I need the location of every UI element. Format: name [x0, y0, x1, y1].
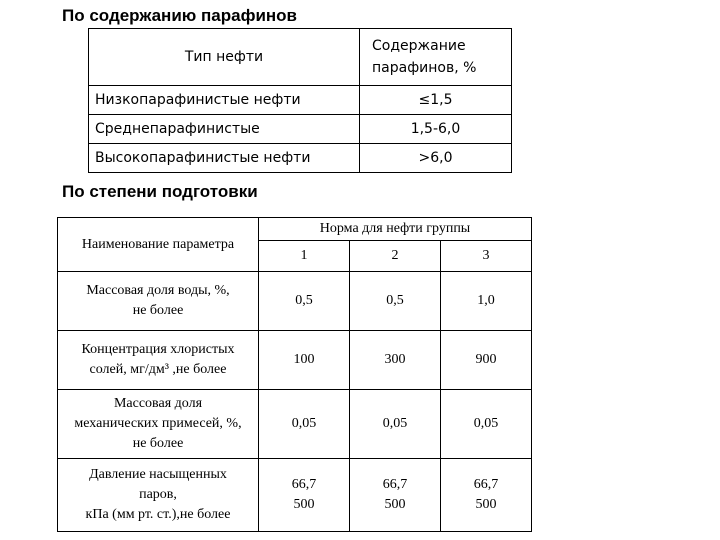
table-row — [58, 459, 532, 532]
value-cell: 900 — [441, 331, 532, 390]
value-cell: 0,05 — [259, 390, 350, 459]
paraffin-table — [88, 28, 512, 173]
header-paraffin-content — [360, 29, 512, 86]
table-row — [58, 390, 532, 459]
parameter-cell — [58, 459, 259, 532]
header-group-3: 3 — [441, 241, 532, 272]
value-cell: 100 — [259, 331, 350, 390]
value-line: 66,7 — [473, 477, 499, 492]
value-line: 500 — [475, 497, 497, 512]
value-line: 66,7 — [382, 477, 408, 492]
header-norm-group: Норма для нефти группы — [259, 218, 532, 241]
value-cell — [350, 459, 441, 532]
section-heading-preparation: По степени подготовки — [62, 182, 258, 201]
value-line: 500 — [384, 497, 406, 512]
parameter-line: Концентрация хлористых — [81, 342, 235, 357]
value-line: 66,7 — [291, 477, 317, 492]
value-cell — [441, 459, 532, 532]
value-cell: 300 — [350, 331, 441, 390]
table-header-row — [58, 218, 532, 241]
paraffin-value-cell: 1,5-6,0 — [360, 115, 512, 144]
parameter-line: Массовая доля — [113, 396, 203, 411]
parameter-line: механических примесей, %, — [74, 416, 242, 431]
paraffin-value-cell: >6,0 — [360, 144, 512, 173]
value-cell: 0,05 — [350, 390, 441, 459]
table-row — [58, 331, 532, 390]
header-line: парафинов, % — [372, 60, 477, 76]
header-line: Содержание — [372, 38, 466, 54]
value-cell: 0,5 — [350, 272, 441, 331]
parameter-line: Массовая доля воды, %, — [86, 283, 230, 298]
value-cell: 0,05 — [441, 390, 532, 459]
value-cell — [259, 459, 350, 532]
header-group-1: 1 — [259, 241, 350, 272]
table-header-row — [89, 29, 512, 86]
parameter-line: кПа (мм рт. ст.),не более — [85, 507, 231, 522]
parameter-line: Давление насыщенных — [89, 467, 227, 482]
parameter-cell — [58, 390, 259, 459]
value-cell: 1,0 — [441, 272, 532, 331]
paraffin-value-cell: ≤1,5 — [360, 86, 512, 115]
value-cell: 0,5 — [259, 272, 350, 331]
table-row — [89, 144, 512, 173]
table-row — [89, 115, 512, 144]
parameter-line: солей, мг/дм³ ,не более — [89, 362, 227, 377]
oil-type-cell: Среднепарафинистые — [89, 115, 360, 144]
parameter-line: паров, — [139, 487, 177, 502]
parameter-line: не более — [132, 303, 184, 318]
parameter-line: не более — [132, 436, 184, 451]
oil-type-cell: Высокопарафинистые нефти — [89, 144, 360, 173]
oil-type-cell: Низкопарафинистые нефти — [89, 86, 360, 115]
table-row — [58, 272, 532, 331]
value-line: 500 — [293, 497, 315, 512]
header-parameter-name: Наименование параметра — [58, 218, 259, 272]
parameter-cell — [58, 331, 259, 390]
preparation-table — [57, 217, 532, 532]
section-heading-paraffin: По содержанию парафинов — [62, 6, 298, 25]
table-row — [89, 86, 512, 115]
header-oil-type: Тип нефти — [89, 29, 360, 86]
header-group-2: 2 — [350, 241, 441, 272]
parameter-cell — [58, 272, 259, 331]
